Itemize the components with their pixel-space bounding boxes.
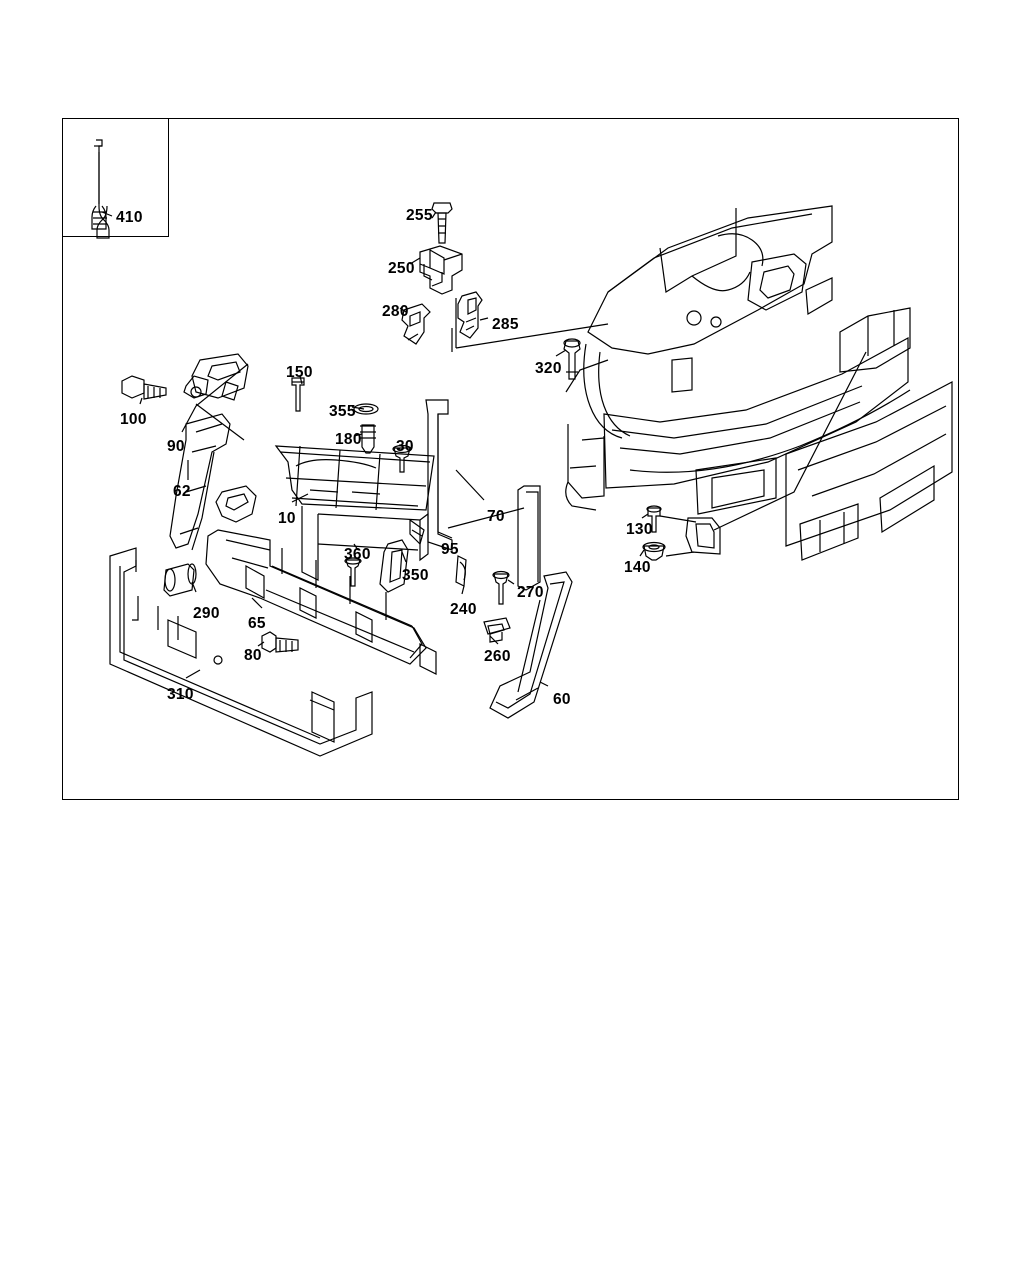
callout-80: 80	[244, 647, 262, 664]
callout-60: 60	[553, 691, 571, 708]
callout-70: 70	[487, 508, 505, 525]
callout-260: 260	[484, 648, 511, 665]
callout-255: 255	[406, 207, 433, 224]
callout-140: 140	[624, 559, 651, 576]
callout-180: 180	[335, 431, 362, 448]
callout-355: 355	[329, 403, 356, 420]
callout-62: 62	[173, 483, 191, 500]
callout-350: 350	[402, 567, 429, 584]
callout-240: 240	[450, 601, 477, 618]
callout-130: 130	[626, 521, 653, 538]
callout-280: 280	[382, 303, 409, 320]
callout-150: 150	[286, 364, 313, 381]
callout-100: 100	[120, 411, 147, 428]
callout-90: 90	[167, 438, 185, 455]
callout-250: 250	[388, 260, 415, 277]
callout-360: 360	[344, 546, 371, 563]
callout-10: 10	[278, 510, 296, 527]
callout-30: 30	[396, 438, 414, 455]
callout-270: 270	[517, 584, 544, 601]
callout-95: 95	[441, 541, 459, 558]
callout-310: 310	[167, 686, 194, 703]
callout-410: 410	[116, 209, 143, 226]
callout-290: 290	[193, 605, 220, 622]
callout-320: 320	[535, 360, 562, 377]
callout-65: 65	[248, 615, 266, 632]
callout-285: 285	[492, 316, 519, 333]
